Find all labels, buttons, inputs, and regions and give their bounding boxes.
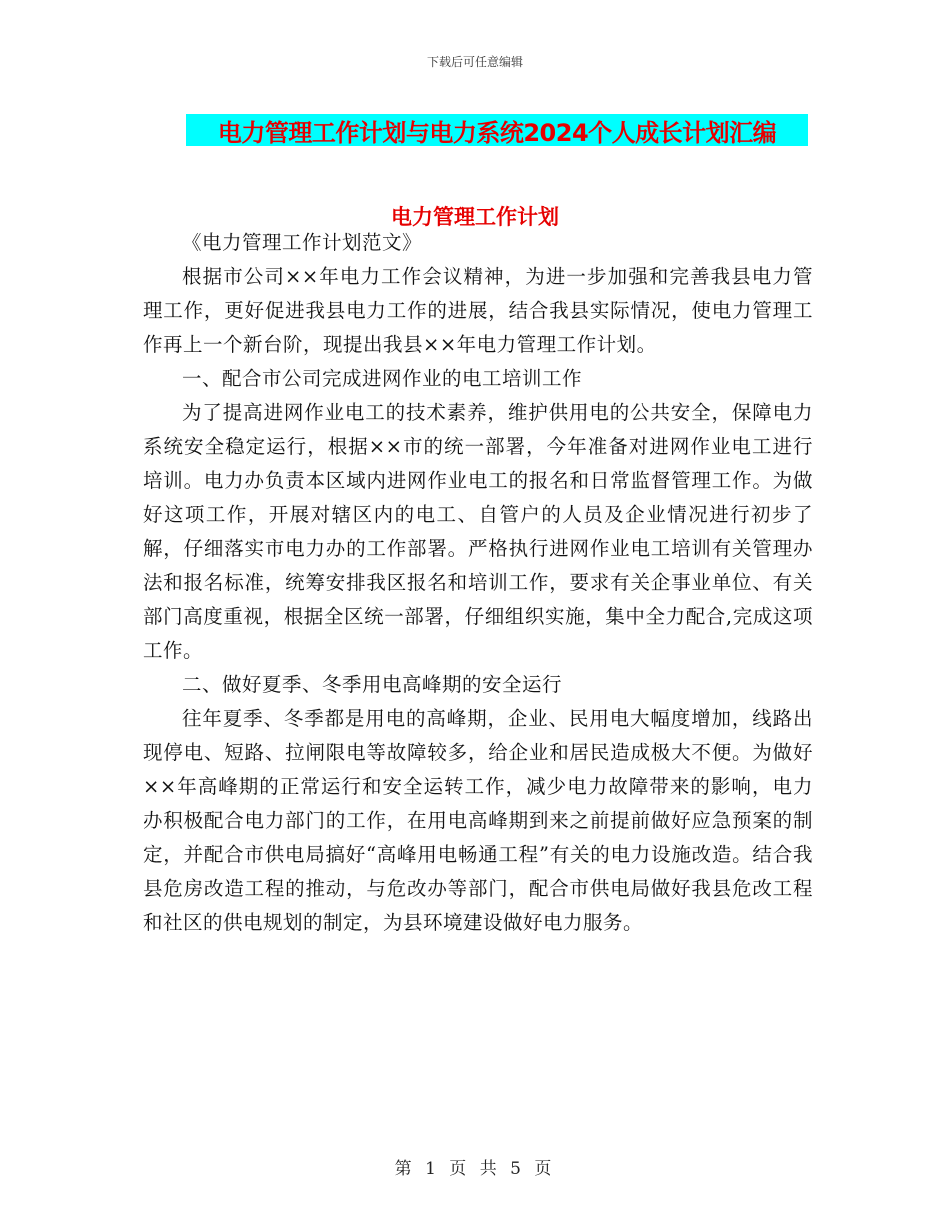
document-body — [143, 226, 813, 940]
paragraph-section-1: 为了提高进网作业电工的技术素养，维护供用电的公共安全，保障电力系统安全稳定运行，根据××市的统一部署，今年准备对进网作业电工进行培训。电力办负责本区域内进网作业电工的报名和日常监督管理工作。为做好这项工作，开展对辖区内的电工、自管户的人员及企业情况进行初步了解，仔细落实市电力办的工作部署。严格执行进网作业电工培训有关管理办法和报名标准，统筹安排我区报名和培训工作，要求有关企事业单位、有关部门高度重视，根据全区统一部署，仔细组织实施，集中全力配合,完成这项工作。 — [143, 401, 813, 662]
document-title-highlight — [186, 114, 808, 146]
paragraph-intro: 根据市公司××年电力工作会议精神，为进一步加强和完善我县电力管理工作，更好促进我县电力工作的进展，结合我县实际情况，使电力管理工作再上一个新台阶，现提出我县××年电力管理工作计划。 — [143, 265, 813, 356]
heading-section-1: 一、配合市公司完成进网作业的电工培训工作 — [182, 367, 583, 390]
paragraph-section-2: 往年夏季、冬季都是用电的高峰期，企业、民用电大幅度增加，线路出现停电、短路、拉闸限电等故障较多，给企业和居民造成极大不便。为做好××年高峰期的正常运行和安全运转工作，减少电力故障带来的影响，电力办积极配合电力部门的工作，在用电高峰期到来之前提前做好应急预案的制定，并配合市供电局搞好“高峰用电畅通工程”有关的电力设施改造。结合我县危房改造工程的推动，与危改办等部门，配合市供电局做好我县危改工程和社区的供电规划的制定，为县环境建设做好电力服务。 — [143, 707, 813, 934]
heading-section-2: 二、做好夏季、冬季用电高峰期的安全运行 — [182, 673, 563, 696]
page-number: 第 1 页 共 5 页 — [394, 1159, 556, 1179]
document-title: 电力管理工作计划与电力系统2024个人成长计划汇编 — [217, 118, 777, 147]
section-title: 电力管理工作计划 — [391, 205, 559, 229]
subtitle: 《电力管理工作计划范文》 — [182, 231, 423, 254]
header-note: 下载后可任意编辑 — [426, 55, 523, 69]
